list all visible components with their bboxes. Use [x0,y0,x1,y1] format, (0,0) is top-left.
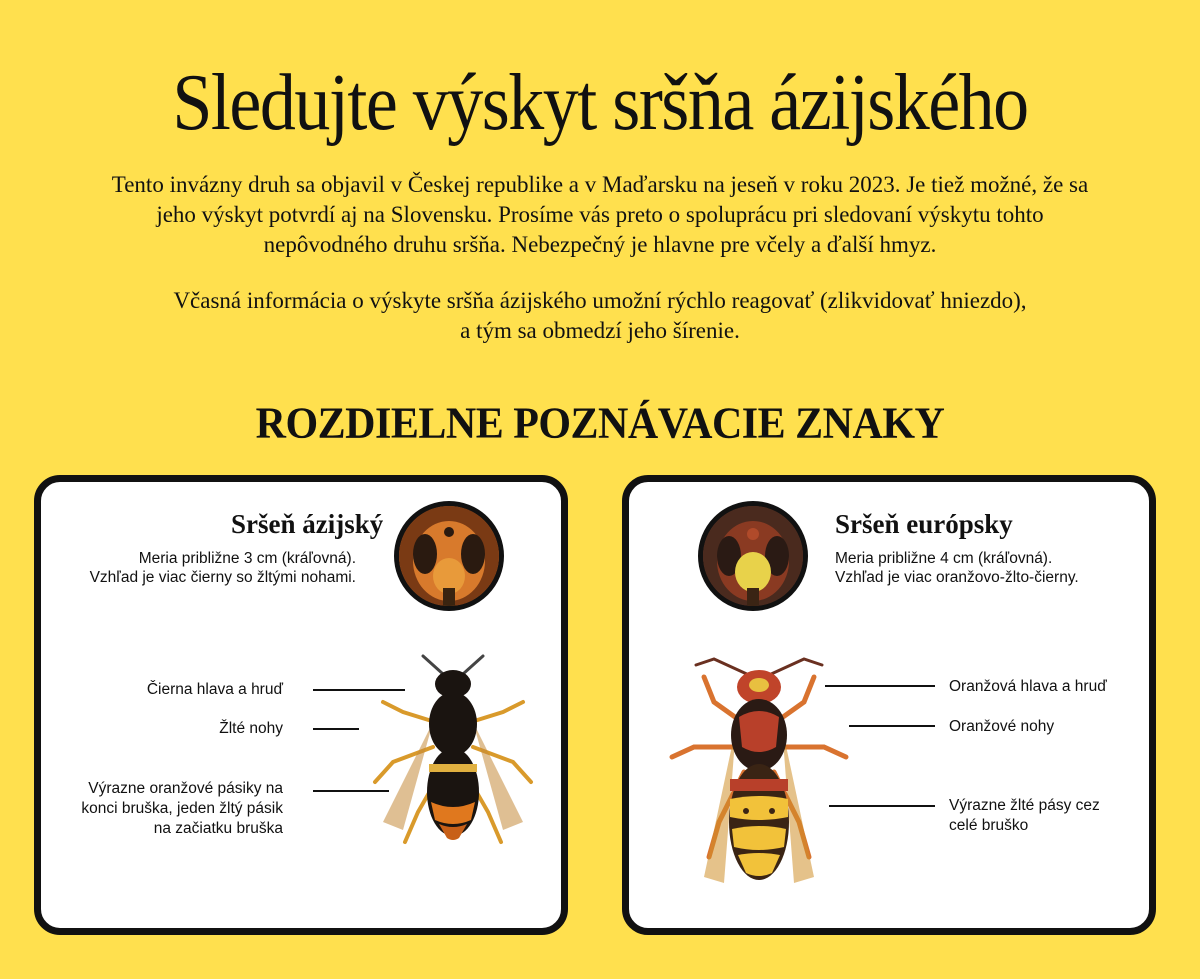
label-line: Výrazne oranžové pásiky na [88,780,283,797]
card-desc-line-2: Vzhľad je viac čierny so žltými nohami. [89,569,356,586]
label-black-head: Čierna hlava a hruď [146,681,283,698]
card-name: Sršeň ázijský [231,509,384,539]
asian-hornet-illustration [363,652,543,867]
card-description [835,549,1079,587]
european-hornet-illustration [664,647,854,917]
card-desc-line-1: Meria približne 4 cm (kráľovná). [835,550,1053,567]
label-orange-head: Oranžová hlava a hruď [949,678,1107,695]
asian-hornet-card [34,475,568,935]
page-title: Sledujte výskyt sršňa ázijského [172,57,1028,147]
european-hornet-face-icon [698,501,808,611]
label-line: celé bruško [949,817,1029,834]
leader-line [313,728,359,730]
card-name: Sršeň európsky [835,509,1013,539]
label-line: Výrazne žlté pásy cez [949,797,1100,814]
label-line: konci bruška, jeden žltý pásik [81,800,283,817]
intro-paragraph-2 [100,286,1100,346]
intro2-line-2: a tým sa obmedzí jeho šírenie. [460,318,740,343]
label-orange-bands [81,779,283,839]
label-yellow-bands [949,796,1100,836]
european-hornet-card [622,475,1156,935]
label-yellow-legs: Žlté nohy [219,720,283,737]
card-description [90,549,356,587]
intro2-line-1: Včasná informácia o výskyte sršňa ázijského umožní rýchlo reagovať (zlikvidovať hniezdo), [173,288,1027,313]
intro-paragraph: Tento invázny druh sa objavil v Českej republike a v Maďarsku na jeseň v roku 2023. Je tiež možné, že sa jeho výskyt potvrdí aj na Slovensku. Prosíme vás preto o spoluprácu pri sledovaní výskytu tohto nepôvodného druhu sršňa. Nebezpečný je hlavne pre včely a ďalší hmyz. [111,172,1089,257]
leader-line [849,725,935,727]
card-desc-line-2: Vzhľad je viac oranžovo-žlto-čierny. [835,569,1079,586]
label-line: na začiatku bruška [153,820,283,837]
section-title: ROZDIELNE POZNÁVACIE ZNAKY [255,399,945,449]
label-orange-legs: Oranžové nohy [949,718,1055,735]
asian-hornet-face-icon [394,501,504,611]
card-desc-line-1: Meria približne 3 cm (kráľovná). [138,550,356,567]
